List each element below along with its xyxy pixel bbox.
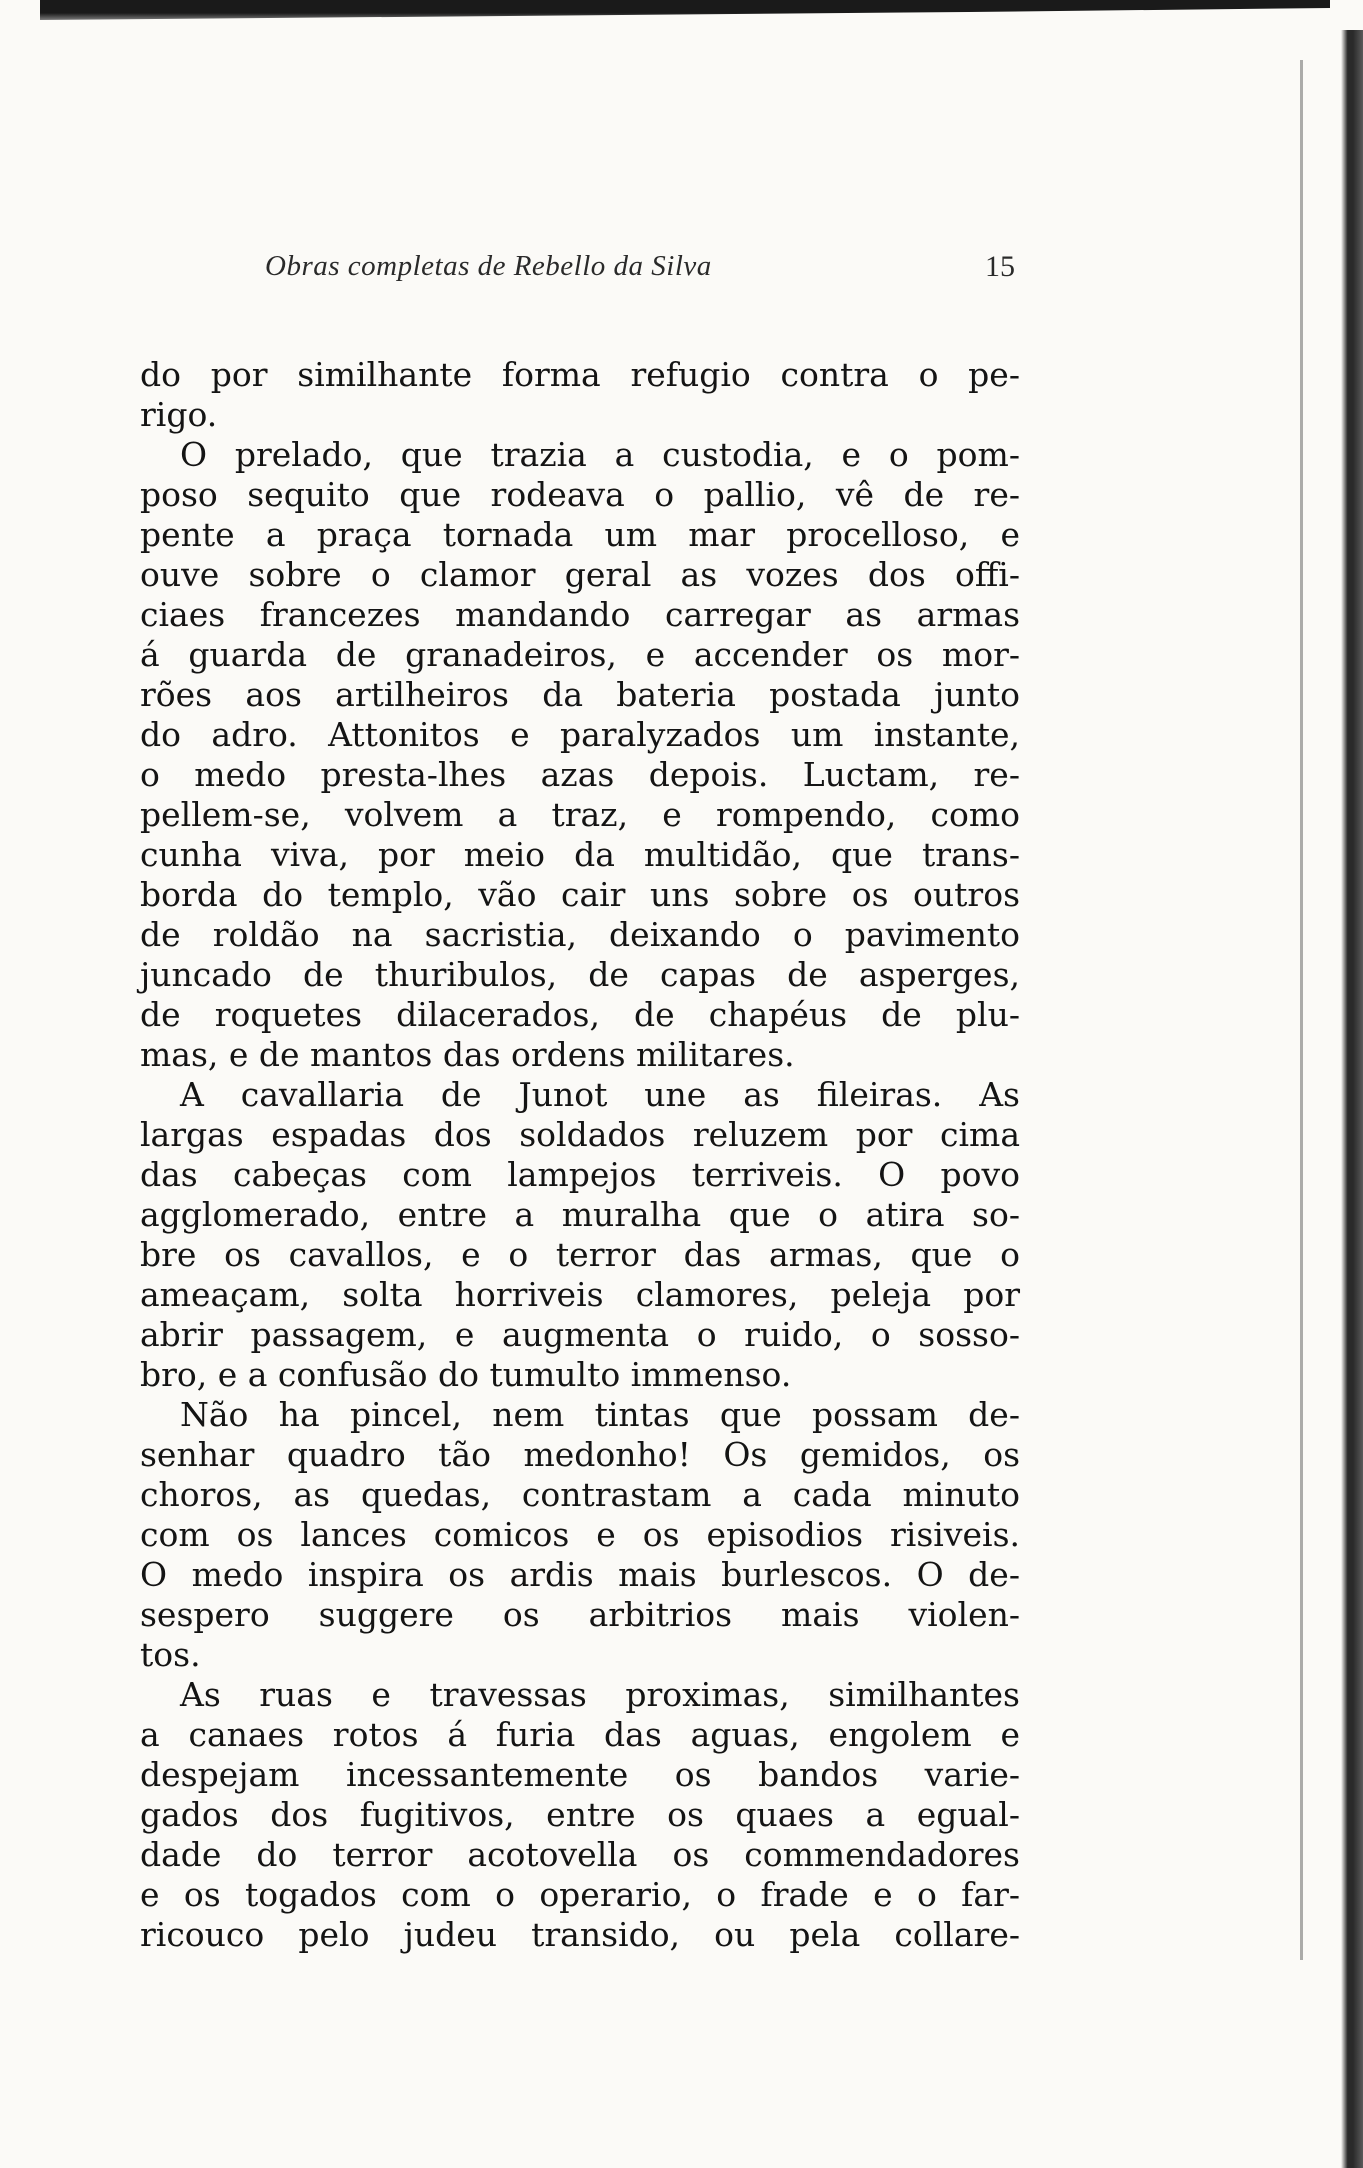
scan-edge-top [40, 0, 1330, 20]
text-line: gados dos fugitivos, entre os quaes a egual- [140, 1795, 1020, 1834]
text-line: pellem-se, volvem a traz, e rompendo, como [140, 795, 1020, 834]
text-line: ameaçam, solta horriveis clamores, peleja por [140, 1275, 1020, 1314]
text-line: rigo. [140, 395, 218, 434]
text-line: das cabeças com lampejos terriveis. O povo [140, 1155, 1020, 1194]
text-line: despejam incessantemente os bandos varie- [140, 1755, 1020, 1794]
text-line: Não ha pincel, nem tintas que possam de- [180, 1395, 1020, 1434]
text-line: largas espadas dos soldados reluzem por cima [140, 1115, 1020, 1154]
text-line: choros, as quedas, contrastam a cada minuto [140, 1475, 1020, 1514]
text-line: e os togados com o operario, o frade e o far- [140, 1875, 1020, 1914]
text-line: a canaes rotos á furia das aguas, engolem e [140, 1715, 1020, 1754]
text-line: bro, e a confusão do tumulto immenso. [140, 1355, 792, 1394]
text-line: poso sequito que rodeava o pallio, vê de re- [140, 475, 1020, 514]
text-line: com os lances comicos e os episodios risiveis. [140, 1515, 1020, 1554]
text-line: do por similhante forma refugio contra o pe- [140, 355, 1020, 394]
text-line: ouve sobre o clamor geral as vozes dos offi- [140, 555, 1020, 594]
text-line: o medo presta-lhes azas depois. Luctam, re- [140, 755, 1020, 794]
page-header [140, 250, 1020, 300]
text-line: juncado de thuribulos, de capas de asperges, [140, 955, 1020, 994]
text-line: rões aos artilheiros da bateria postada junto [140, 675, 1020, 714]
text-line: As ruas e travessas proximas, similhantes [180, 1675, 1020, 1714]
text-line: cunha viva, por meio da multidão, que trans- [140, 835, 1020, 874]
text-line: abrir passagem, e augmenta o ruido, o sosso- [140, 1315, 1020, 1354]
running-head: Obras completas de Rebello da Silva [265, 250, 712, 282]
text-line: ricouco pelo judeu transido, ou pela collare- [140, 1915, 1020, 1954]
text-line: A cavallaria de Junot une as fileiras. As [180, 1075, 1020, 1114]
text-line: O prelado, que trazia a custodia, e o pom- [180, 435, 1020, 474]
text-line: borda do templo, vão cair uns sobre os outros [140, 875, 1020, 914]
text-line: de roquetes dilacerados, de chapéus de plu- [140, 995, 1020, 1034]
text-line: ciaes francezes mandando carregar as armas [140, 595, 1020, 634]
scan-edge-right [1341, 30, 1363, 2168]
page-number: 15 [985, 250, 1015, 283]
text-line: mas, e de mantos das ordens militares. [140, 1035, 795, 1074]
gutter-shadow [1300, 60, 1303, 1960]
text-line: dade do terror acotovella os commendadores [140, 1835, 1020, 1874]
body-text [140, 355, 1020, 1955]
text-line: pente a praça tornada um mar procelloso, e [140, 515, 1020, 554]
text-line: á guarda de granadeiros, e accender os mor- [140, 635, 1020, 674]
text-line: O medo inspira os ardis mais burlescos. O de- [140, 1555, 1020, 1594]
text-line: bre os cavallos, e o terror das armas, que o [140, 1235, 1020, 1274]
text-line: senhar quadro tão medonho! Os gemidos, os [140, 1435, 1020, 1474]
text-line: de roldão na sacristia, deixando o pavimento [140, 915, 1020, 954]
text-line: do adro. Attonitos e paralyzados um instante, [140, 715, 1020, 754]
text-line: agglomerado, entre a muralha que o atira so- [140, 1195, 1020, 1234]
text-line: tos. [140, 1635, 201, 1674]
text-line: sespero suggere os arbitrios mais violen- [140, 1595, 1020, 1634]
